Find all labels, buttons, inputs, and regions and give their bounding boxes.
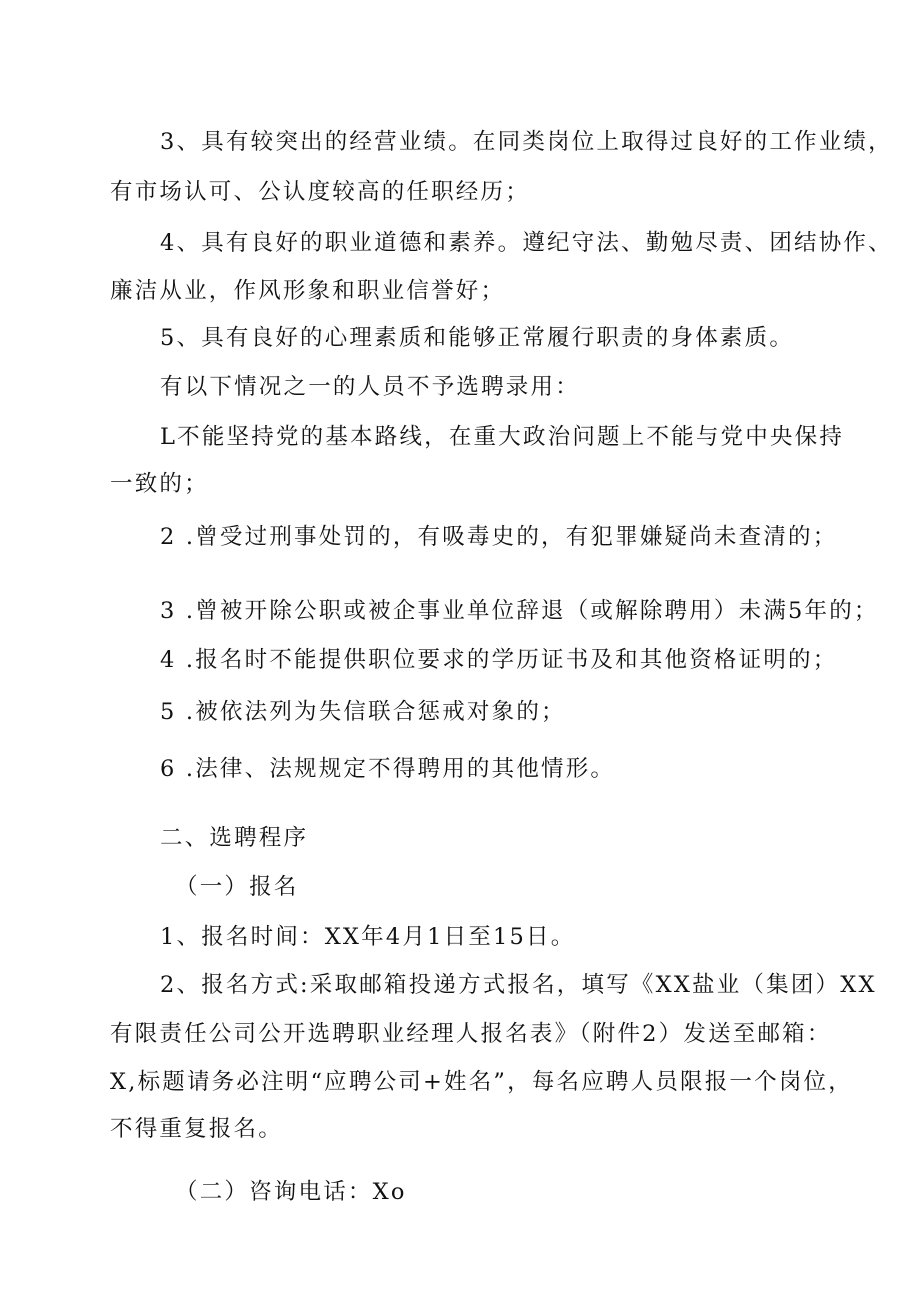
paragraph-line: X,标题请务必注明“应聘公司+姓名”，每名应聘人员限报一个岗位， bbox=[110, 1069, 853, 1095]
paragraph-line: 不得重复报名。 bbox=[110, 1116, 283, 1142]
subsection-heading: （一）报名 bbox=[175, 874, 299, 900]
paragraph-line: 3、具有较突出的经营业绩。在同类岗位上取得过良好的工作业绩， bbox=[160, 129, 893, 155]
paragraph-line: 5、具有良好的心理素质和能够正常履行职责的身体素质。 bbox=[160, 325, 795, 351]
paragraph-line: 廉洁从业，作风形象和职业信誉好； bbox=[110, 278, 506, 304]
paragraph-line: 有限责任公司公开选聘职业经理人报名表》（附件2）发送至邮箱： bbox=[110, 1021, 832, 1047]
paragraph-line: 3 .曾被开除公职或被企事业单位辞退（或解除聘用）未满5年的； bbox=[160, 598, 879, 624]
paragraph-line: 4 .报名时不能提供职位要求的学历证书及和其他资格证明的； bbox=[160, 647, 838, 673]
paragraph-line: 6 .法律、法规规定不得聘用的其他情形。 bbox=[160, 756, 616, 782]
paragraph-line: 有以下情况之一的人员不予选聘录用： bbox=[160, 374, 580, 400]
subsection-heading: （二）咨询电话：Xo bbox=[175, 1179, 407, 1205]
section-heading: 二、选聘程序 bbox=[160, 825, 309, 851]
paragraph-line: L不能坚持党的基本路线，在重大政治问题上不能与党中央保持 bbox=[160, 424, 845, 450]
paragraph-line: 1、报名时间：XX年4月1日至15日。 bbox=[160, 924, 576, 950]
paragraph-line: 有市场认可、公认度较高的任职经历； bbox=[110, 179, 530, 205]
paragraph-line: 5 .被依法列为失信联合惩戒对象的； bbox=[160, 699, 566, 725]
paragraph-line: 2、报名方式:采取邮箱投递方式报名，填写《XX盐业（集团）XX bbox=[160, 972, 877, 998]
paragraph-line: 4、具有良好的职业道德和素养。遵纪守法、勤勉尽责、团结协作、 bbox=[160, 230, 893, 256]
paragraph-line: 一致的； bbox=[110, 471, 209, 497]
paragraph-line: 2 .曾受过刑事处罚的，有吸毒史的，有犯罪嫌疑尚未查清的； bbox=[160, 524, 838, 550]
